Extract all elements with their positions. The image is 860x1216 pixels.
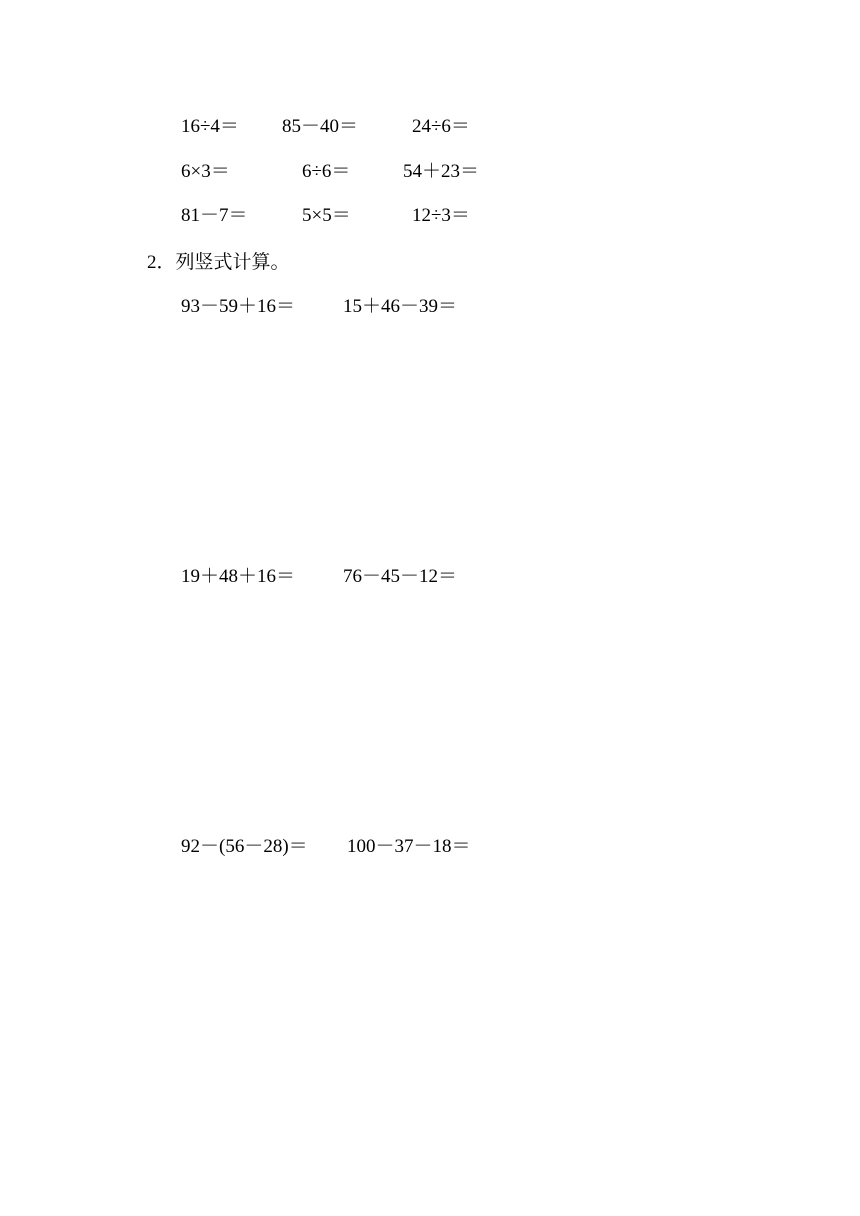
oral-problem: 12÷3＝ <box>412 205 470 226</box>
vertical-problem: 76－45－12＝ <box>343 566 458 587</box>
oral-problem: 6×3＝ <box>181 161 230 182</box>
oral-problem: 54＋23＝ <box>403 161 480 182</box>
oral-problem: 85－40＝ <box>282 116 359 137</box>
vertical-problem: 15＋46－39＝ <box>343 296 458 317</box>
oral-problem: 6÷6＝ <box>302 161 351 182</box>
vertical-problem: 19＋48＋16＝ <box>181 566 296 587</box>
oral-problem: 5×5＝ <box>302 205 351 226</box>
vertical-problem: 93－59＋16＝ <box>181 296 296 317</box>
oral-problem: 81－7＝ <box>181 205 248 226</box>
vertical-problem: 100－37－18＝ <box>347 836 471 857</box>
oral-problem: 16÷4＝ <box>181 116 239 137</box>
vertical-problem: 92－(56－28)＝ <box>181 836 308 857</box>
section-2-heading: 2．列竖式计算。 <box>147 252 290 273</box>
oral-problem: 24÷6＝ <box>412 116 470 137</box>
